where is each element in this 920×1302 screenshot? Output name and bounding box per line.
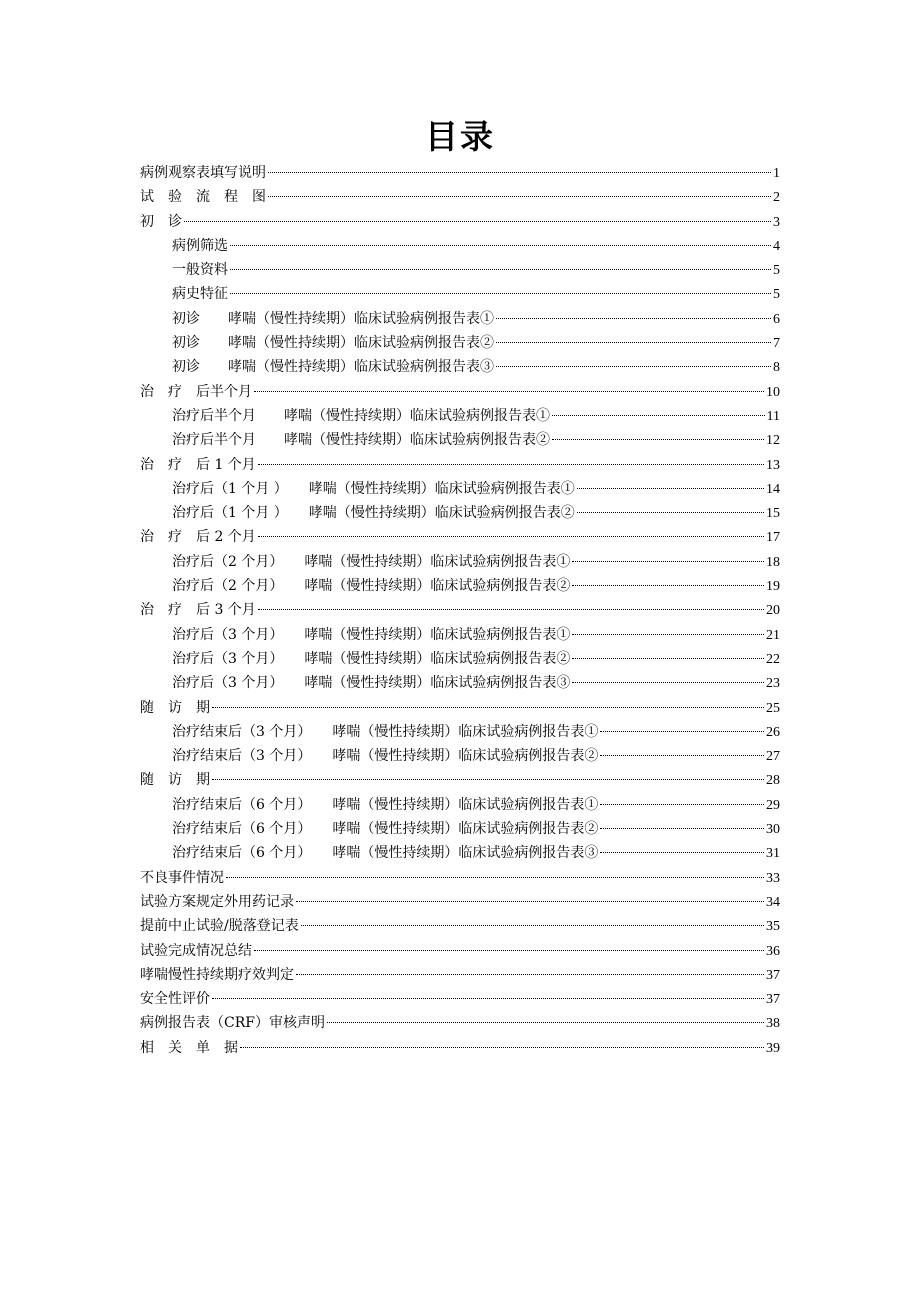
- toc-entry[interactable]: [140, 428, 780, 452]
- toc-entry[interactable]: [140, 1011, 780, 1035]
- toc-dot-leader: [496, 342, 771, 343]
- toc-entry[interactable]: [140, 841, 780, 865]
- toc-entry-title: 治疗结束后（3 个月） 哮喘（慢性持续期）临床试验病例报告表②: [172, 748, 599, 765]
- toc-entry-title: 治 疗 后半个月: [140, 383, 252, 400]
- toc-entry-title: 病例观察表填写说明: [140, 165, 266, 181]
- toc-entry-title: 治疗后（1 个月 ） 哮喘（慢性持续期）临床试验病例报告表①: [172, 480, 575, 497]
- toc-entry-title: 治疗后（3 个月） 哮喘（慢性持续期）临床试验病例报告表①: [172, 626, 571, 643]
- toc-dot-leader: [600, 828, 764, 829]
- toc-entry-title: 治疗后半个月 哮喘（慢性持续期）临床试验病例报告表①: [172, 407, 550, 424]
- toc-page-number: 22: [766, 651, 780, 667]
- toc-entry[interactable]: [140, 525, 780, 549]
- toc-entry[interactable]: [140, 963, 780, 987]
- toc-entry-title: 治疗后（2 个月） 哮喘（慢性持续期）临床试验病例报告表②: [172, 578, 571, 595]
- toc-dot-leader: [212, 707, 764, 708]
- toc-entry[interactable]: [140, 453, 780, 477]
- toc-page-number: 2: [773, 190, 780, 206]
- toc-dot-leader: [240, 1047, 764, 1048]
- toc-entry-title: 治疗结束后（3 个月） 哮喘（慢性持续期）临床试验病例报告表①: [172, 723, 599, 740]
- toc-page-number: 20: [766, 603, 780, 619]
- toc-entry[interactable]: [140, 477, 780, 501]
- toc-entry[interactable]: [140, 696, 780, 720]
- toc-page-number: 17: [766, 530, 780, 546]
- toc-page-number: 34: [766, 894, 780, 910]
- toc-entry-title: 初 诊: [140, 213, 182, 230]
- toc-entry[interactable]: [140, 623, 780, 647]
- toc-entry-title: 治 疗 后 2 个月: [140, 529, 256, 546]
- toc-page-number: 36: [766, 943, 780, 959]
- toc-dot-leader: [301, 925, 764, 926]
- toc-entry[interactable]: [140, 768, 780, 792]
- toc-entry[interactable]: [140, 550, 780, 574]
- toc-entry[interactable]: [140, 720, 780, 744]
- toc-dot-leader: [230, 293, 771, 294]
- toc-page-number: 37: [766, 992, 780, 1008]
- toc-page-number: 28: [766, 773, 780, 789]
- toc-entry-title: 病例报告表（CRF）审核声明: [140, 1015, 325, 1032]
- toc-entry[interactable]: [140, 817, 780, 841]
- toc-entry-title: 一般资料: [172, 262, 228, 279]
- toc-entry-title: 治 疗 后 1 个月: [140, 456, 256, 473]
- toc-entry-title: 不良事件情况: [140, 869, 224, 886]
- toc-page-number: 7: [773, 336, 780, 352]
- toc-entry[interactable]: [140, 793, 780, 817]
- toc-dot-leader: [296, 974, 764, 975]
- toc-dot-leader: [577, 512, 764, 513]
- toc-entry-title: 初诊 哮喘（慢性持续期）临床试验病例报告表③: [172, 359, 494, 376]
- toc-entry-title: 初诊 哮喘（慢性持续期）临床试验病例报告表②: [172, 335, 494, 352]
- toc-entry[interactable]: [140, 744, 780, 768]
- toc-entry-title: 治疗后（3 个月） 哮喘（慢性持续期）临床试验病例报告表②: [172, 650, 571, 667]
- toc-dot-leader: [600, 731, 764, 732]
- toc-page-number: 29: [766, 797, 780, 813]
- toc-page-number: 26: [766, 724, 780, 740]
- toc-entry[interactable]: [140, 234, 780, 258]
- toc-page-number: 33: [766, 870, 780, 886]
- toc-dot-leader: [552, 439, 764, 440]
- toc-page-number: 18: [766, 554, 780, 570]
- toc-dot-leader: [268, 196, 771, 197]
- toc-entry[interactable]: [140, 914, 780, 938]
- toc-page-number: 14: [766, 481, 780, 497]
- toc-dot-leader: [254, 950, 764, 951]
- toc-dot-leader: [212, 779, 764, 780]
- table-of-contents: [140, 161, 780, 1060]
- toc-page-number: 35: [766, 919, 780, 935]
- toc-page-number: 15: [766, 506, 780, 522]
- toc-entry[interactable]: [140, 355, 780, 379]
- toc-page-number: 31: [766, 846, 780, 862]
- toc-dot-leader: [496, 318, 771, 319]
- toc-page-number: 21: [766, 627, 780, 643]
- toc-entry[interactable]: [140, 574, 780, 598]
- toc-entry[interactable]: [140, 501, 780, 525]
- toc-dot-leader: [296, 901, 764, 902]
- toc-page-number: 30: [766, 822, 780, 838]
- toc-page-number: 1: [773, 166, 780, 181]
- toc-entry-title: 治疗后（2 个月） 哮喘（慢性持续期）临床试验病例报告表①: [172, 553, 571, 570]
- toc-entry-title: 治疗后半个月 哮喘（慢性持续期）临床试验病例报告表②: [172, 432, 550, 449]
- toc-entry[interactable]: [140, 331, 780, 355]
- toc-dot-leader: [258, 464, 764, 465]
- toc-page-number: 13: [766, 457, 780, 473]
- toc-entry[interactable]: [140, 1036, 780, 1060]
- toc-entry-title: 治疗结束后（6 个月） 哮喘（慢性持续期）临床试验病例报告表②: [172, 821, 599, 838]
- toc-entry-title: 相 关 单 据: [140, 1039, 238, 1056]
- toc-entry-title: 试 验 流 程 图: [140, 189, 266, 206]
- toc-page-number: 10: [766, 384, 780, 400]
- toc-dot-leader: [184, 221, 771, 222]
- toc-entry[interactable]: [140, 890, 780, 914]
- toc-page-number: 5: [773, 287, 780, 303]
- toc-page-number: 3: [773, 214, 780, 230]
- toc-dot-leader: [572, 634, 764, 635]
- toc-page-number: 27: [766, 749, 780, 765]
- toc-dot-leader: [226, 877, 764, 878]
- toc-entry-title: 试验完成情况总结: [140, 942, 252, 959]
- toc-page-number: 6: [773, 311, 780, 327]
- toc-page-number: 37: [766, 967, 780, 983]
- toc-dot-leader: [572, 658, 764, 659]
- toc-dot-leader: [600, 804, 764, 805]
- toc-entry[interactable]: [140, 866, 780, 890]
- toc-entry[interactable]: [140, 671, 780, 695]
- toc-entry-title: 随 访 期: [140, 699, 210, 716]
- toc-entry-title: 哮喘慢性持续期疗效判定: [140, 966, 294, 983]
- toc-entry-title: 治疗后（1 个月 ） 哮喘（慢性持续期）临床试验病例报告表②: [172, 505, 575, 522]
- toc-entry[interactable]: [140, 647, 780, 671]
- toc-entry-title: 随 访 期: [140, 772, 210, 789]
- toc-page-number: 12: [766, 433, 780, 449]
- toc-entry[interactable]: [140, 380, 780, 404]
- toc-entry-title: 病史特征: [172, 286, 228, 303]
- toc-dot-leader: [577, 488, 764, 489]
- toc-dot-leader: [552, 415, 765, 416]
- toc-entry[interactable]: [140, 210, 780, 234]
- toc-entry[interactable]: [140, 161, 780, 185]
- toc-entry-title: 治疗后（3 个月） 哮喘（慢性持续期）临床试验病例报告表③: [172, 675, 571, 692]
- toc-entry[interactable]: [140, 282, 780, 306]
- toc-entry-title: 治疗结束后（6 个月） 哮喘（慢性持续期）临床试验病例报告表①: [172, 796, 599, 813]
- toc-entry[interactable]: [140, 939, 780, 963]
- toc-dot-leader: [268, 172, 771, 173]
- toc-dot-leader: [230, 269, 771, 270]
- toc-page-number: 4: [773, 238, 780, 254]
- toc-page-number: 23: [766, 676, 780, 692]
- toc-page-number: 25: [766, 700, 780, 716]
- toc-dot-leader: [327, 1022, 764, 1023]
- toc-entry[interactable]: [140, 987, 780, 1011]
- toc-dot-leader: [600, 852, 764, 853]
- toc-entry-title: 治疗结束后（6 个月） 哮喘（慢性持续期）临床试验病例报告表③: [172, 845, 599, 862]
- toc-page-number: 11: [766, 408, 780, 424]
- toc-entry[interactable]: [140, 404, 780, 428]
- toc-entry-title: 安全性评价: [140, 991, 210, 1008]
- toc-dot-leader: [600, 755, 764, 756]
- toc-entry[interactable]: [140, 185, 780, 209]
- toc-entry[interactable]: [140, 598, 780, 622]
- toc-page-number: 39: [766, 1040, 780, 1056]
- toc-dot-leader: [230, 245, 771, 246]
- toc-dot-leader: [496, 366, 771, 367]
- toc-entry[interactable]: [140, 258, 780, 282]
- toc-entry-title: 初诊 哮喘（慢性持续期）临床试验病例报告表①: [172, 310, 494, 327]
- toc-dot-leader: [572, 585, 764, 586]
- toc-page-number: 19: [766, 579, 780, 595]
- toc-dot-leader: [254, 391, 764, 392]
- toc-page-number: 8: [773, 360, 780, 376]
- page-title: 目录: [425, 117, 495, 156]
- toc-dot-leader: [572, 561, 764, 562]
- toc-entry-title: 提前中止试验/脱落登记表: [140, 918, 299, 935]
- toc-dot-leader: [212, 998, 764, 999]
- toc-entry[interactable]: [140, 307, 780, 331]
- toc-entry-title: 治 疗 后 3 个月: [140, 602, 256, 619]
- toc-dot-leader: [258, 536, 764, 537]
- toc-dot-leader: [572, 682, 764, 683]
- toc-page-number: 38: [766, 1016, 780, 1032]
- toc-dot-leader: [258, 609, 764, 610]
- toc-entry-title: 试验方案规定外用药记录: [140, 893, 294, 910]
- toc-page-number: 5: [773, 263, 780, 279]
- toc-entry-title: 病例筛选: [172, 237, 228, 254]
